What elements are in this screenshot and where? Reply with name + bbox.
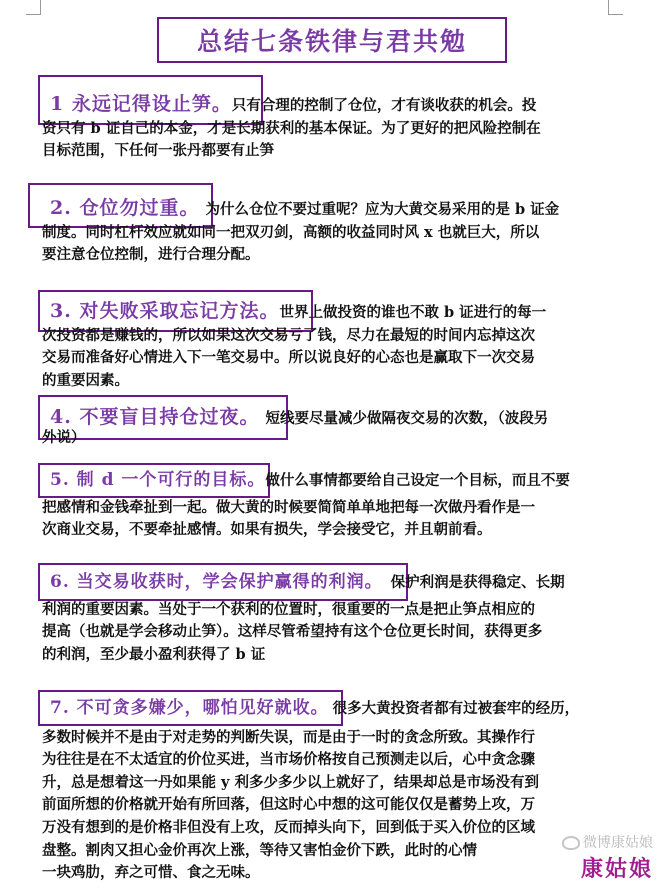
section-7-line-7: 盘整。割肉又担心金价再次上涨，等待又害怕金价下跌，此时的心情 [42,841,477,859]
section-heading-7: 7. 不可贪多嫌少，哪怕见好就收。 [50,698,329,718]
section-heading-4: 4. 不要盲目持仓过夜。 [50,406,260,428]
section-7 [42,697,610,885]
section-7-first-line [50,697,610,721]
section-7-line-6: 万没有想到的是价格非但没有上攻，反而掉头向下，回到低于买入价位的区域 [42,818,535,836]
page-corner-mark-left [26,0,41,15]
section-4-line-1: 短线要尽量减少做隔夜交易的次数，（波段另 [265,410,549,427]
watermark-name: 康姑娘 [580,857,653,882]
section-7-line-4: 升，总是想着这一丹如果能 y 利多少多少以上就好了，结果却总是市场没有到 [42,773,540,791]
section-7-line-8: 一块鸡肋，弃之可惜、食之无味。 [42,864,260,882]
section-6 [42,571,610,666]
section-6-line-1: 保护利润是获得稳定、长期 [390,574,565,591]
section-1 [42,93,610,163]
section-3-line-3: 交易而准备好心情进入下一笔交易中。所以说良好的心态也是赢取下一次交易 [42,349,535,367]
section-heading-1: 1 永远记得设止笋。 [50,93,232,115]
page-title: 总结七条铁律与君共勉 [196,27,467,56]
section-6-line-3: 提高（也就是学会移动止笋）。这样尽管希望持有这个仓位更长时间，获得更多 [42,623,543,641]
section-3-line-2: 次投资都是赚钱的，所以如果这次交易亏了钱，尽力在最短的时间内忘掉这次 [42,326,535,344]
section-5 [42,469,610,542]
section-4-line-2: 外说） [42,428,86,446]
section-heading-5: 5. 制 d 一个可行的目标。 [50,470,266,490]
section-heading-6: 6. 当交易收获时，学会保护赢得的利润。 [50,572,383,592]
section-6-line-4: 的利润，至少最小盈利获得了 b 证 [42,645,266,663]
section-heading-2: 2. 仓位勿过重。 [50,197,200,219]
section-3 [42,300,610,392]
section-2-line-2: 制度。同时杠杆效应就如同一把双刃剑，高额的收益同时风 x 也就巨大，所以 [42,223,540,241]
watermark-top-text: 微博康姑娘 [583,835,653,851]
weibo-icon [562,836,580,850]
section-4-first-line [50,406,610,431]
section-2 [42,197,610,267]
page-corner-mark-right [608,0,623,15]
section-2-first-line [50,197,610,222]
section-6-line-2: 利润的重要因素。当处于一个获利的位置时，很重要的一点是把止笋点相应的 [42,600,535,618]
section-5-line-1: 做什么事情都要给自己设定一个目标，而且不要 [265,472,570,489]
section-7-line-3: 为往往是在不太适宜的价位买进，当市场价格按自己预测走以后，心中贪念骤 [42,751,535,769]
section-3-first-line [50,300,610,325]
section-1-line-1: 只有合理的控制了仓位，才有谈收获的机会。投 [231,97,537,114]
section-2-line-3: 要注意仓位控制，进行合理分配。 [42,246,260,264]
section-2-line-1: 为什么仓位不要过重呢？应为大黄交易采用的是 b 证金 [205,201,560,218]
section-7-line-5: 前面所想的价格就开始有所回落，但这时心中想的这可能仅仅是蓄势上攻，万 [42,796,535,814]
section-7-line-1: 很多大黄投资者都有过被套牢的经历， [332,700,580,717]
section-5-line-3: 次商业交易，不要牵扯感情。如果有损失，学会接受它，并且朝前看。 [42,521,492,539]
section-4 [42,406,610,449]
title-box [157,17,507,63]
section-5-first-line [50,469,610,493]
section-1-line-2: 资只有 b 证自己的本金，才是长期获利的基本保证。为了更好的把风险控制在 [42,119,541,137]
section-7-line-2: 多数时候并不是由于对走势的判断失误，而是由于一时的贪念所致。其操作行 [42,728,535,746]
section-6-first-line [50,571,610,595]
section-5-line-2: 把感情和金钱牵扯到一起。做大黄的时候要简简单单地把每一次做丹看作是一 [42,498,535,516]
watermark [562,832,653,883]
section-3-line-1: 世界上做投资的谁也不敢 b 证进行的每一 [279,304,547,321]
section-heading-3: 3. 对失败采取忘记方法。 [50,300,280,322]
section-1-first-line [50,93,610,118]
section-3-line-4: 的重要因素。 [42,371,129,389]
section-1-line-3: 目标范围，下任何一张丹都要有止笋 [42,142,274,160]
watermark-weibo [562,832,653,852]
